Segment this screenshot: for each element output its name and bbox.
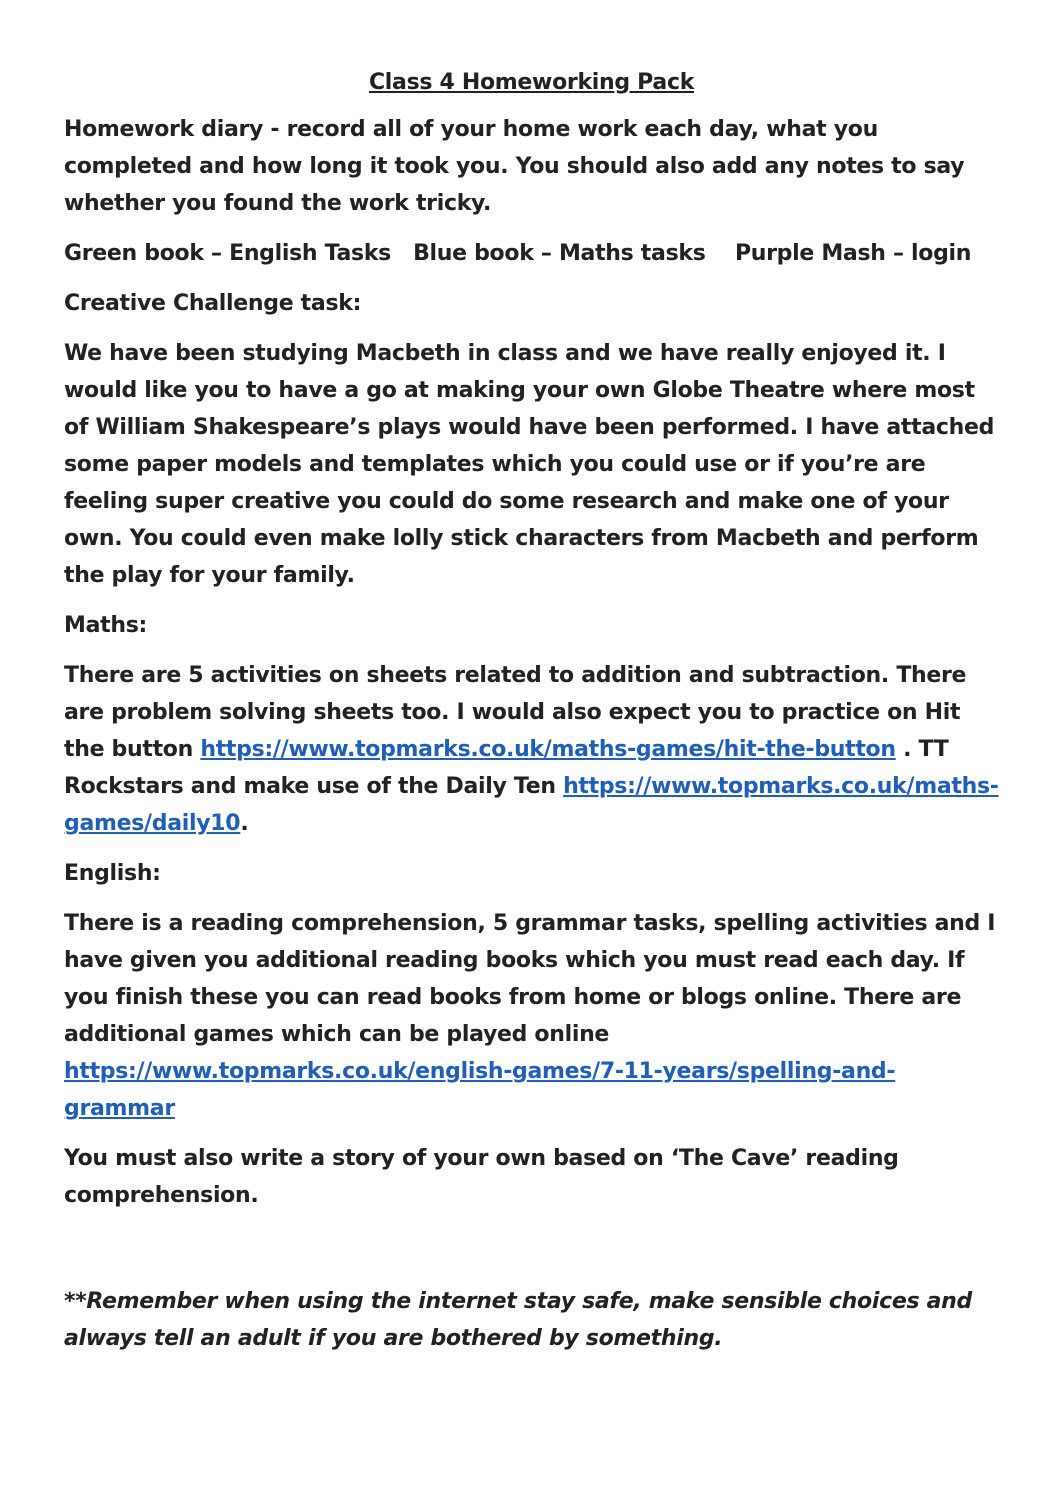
story-paragraph: You must also write a story of your own based on ‘The Cave’ reading comprehension.: [64, 1146, 899, 1208]
maths-text-2: . TT Rockstars and make use of the Daily Ten: [64, 737, 949, 799]
books-line: [64, 235, 999, 272]
maths-text-1: There are 5 activities on sheets related to addition and subtraction. There are problem solving sheets too. I would also expect you to practice on Hit the button: [64, 663, 967, 762]
creative-challenge-body: We have been studying Macbeth in class and we have really enjoyed it. I would like you to have a go at making your own Globe Theatre where most of William Shakespeare’s plays would have been performed. I have attached some paper models and templates which you could use or if you’re are feeling super creative you could do some research and make one of your own. You could even make lolly stick characters from Macbeth and perform the play for your family.: [64, 341, 995, 588]
hit-the-button-link[interactable]: https://www.topmarks.co.uk/maths-games/hit-the-button: [200, 737, 896, 762]
homework-diary-paragraph: Homework diary - record all of your home work each day, what you completed and how long it took you. You should also add any notes to say whether you found the work tricky.: [64, 117, 965, 216]
green-book-label: Green book – English Tasks: [64, 241, 391, 266]
document-page: [64, 64, 999, 1370]
maths-heading: Maths:: [64, 613, 148, 638]
creative-challenge-heading: Creative Challenge task:: [64, 291, 362, 316]
daily-ten-link[interactable]: https://www.topmarks.co.uk/maths-games/daily10: [64, 774, 999, 836]
internet-safety-reminder: **Remember when using the internet stay safe, make sensible choices and always tell an adult if you are bothered by something.: [64, 1289, 972, 1351]
purple-mash-label: Purple Mash – login: [734, 241, 972, 266]
page-title: Class 4 Homeworking Pack: [368, 70, 695, 95]
blue-book-label: Blue book – Maths tasks: [413, 241, 706, 266]
english-body: [64, 905, 999, 1127]
english-text-1: There is a reading comprehension, 5 grammar tasks, spelling activities and I have given you additional reading books which you must read each day. If you finish these you can read books from home or blogs online. There are additional games which can be played online: [64, 911, 996, 1047]
maths-text-3: .: [240, 811, 249, 836]
maths-body: [64, 657, 999, 842]
english-heading: English:: [64, 861, 161, 886]
spelling-and-grammar-link[interactable]: https://www.topmarks.co.uk/english-games/7-11-years/spelling-and-grammar: [64, 1059, 896, 1121]
spacer: [64, 1227, 999, 1283]
